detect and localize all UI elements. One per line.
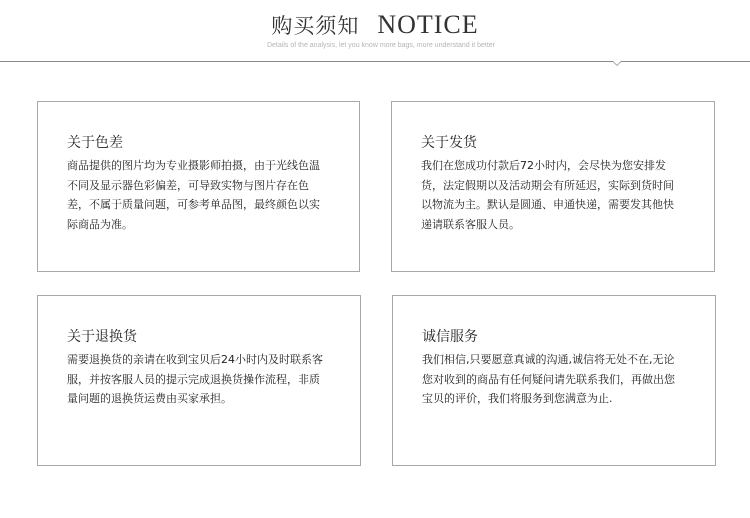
card-body: 商品提供的图片均为专业摄影师拍摄，由于光线色温不同及显示器色彩偏差，可导致实物与图片存在色差，不属于质量问题，可参考单品图，最终颜色以实际商品为准。: [67, 159, 320, 231]
card-body: 我们相信,只要愿意真诚的沟通,诚信将无处不在,无论您对收到的商品有任何疑问请先联系我们，再做出您宝贝的评价，我们将服务到您满意为止.: [422, 353, 675, 405]
page-title: [0, 10, 750, 40]
notice-header: [0, 0, 750, 70]
page-subtitle: Details of the analysis, let you know more bags, more understand it better: [266, 42, 495, 49]
notice-card-integrity-service: [392, 295, 716, 466]
card-title: 关于色差: [67, 135, 123, 151]
card-title: 诚信服务: [422, 329, 478, 345]
divider-pointer-inner: [613, 61, 621, 65]
card-body: 需要退换货的亲请在收到宝贝后24小时内及时联系客服，并按客服人员的提示完成退换货操作流程，非质量问题的退换货运费由买家承担。: [67, 353, 323, 405]
notice-card-color-difference: [37, 101, 360, 272]
notice-card-returns: [37, 295, 361, 466]
card-title: 关于退换货: [67, 329, 137, 345]
card-body: 我们在您成功付款后72小时内，会尽快为您安排发货，法定假期以及活动期会有所延迟，实际到货时间以物流为主。默认是圆通、申通快递，需要发其他快递请联系客服人员。: [421, 159, 674, 231]
title-english: NOTICE: [377, 10, 479, 39]
card-title: 关于发货: [421, 135, 477, 151]
notice-card-shipping: [391, 101, 715, 272]
header-divider: [0, 61, 750, 62]
title-chinese: 购买须知: [271, 14, 360, 38]
